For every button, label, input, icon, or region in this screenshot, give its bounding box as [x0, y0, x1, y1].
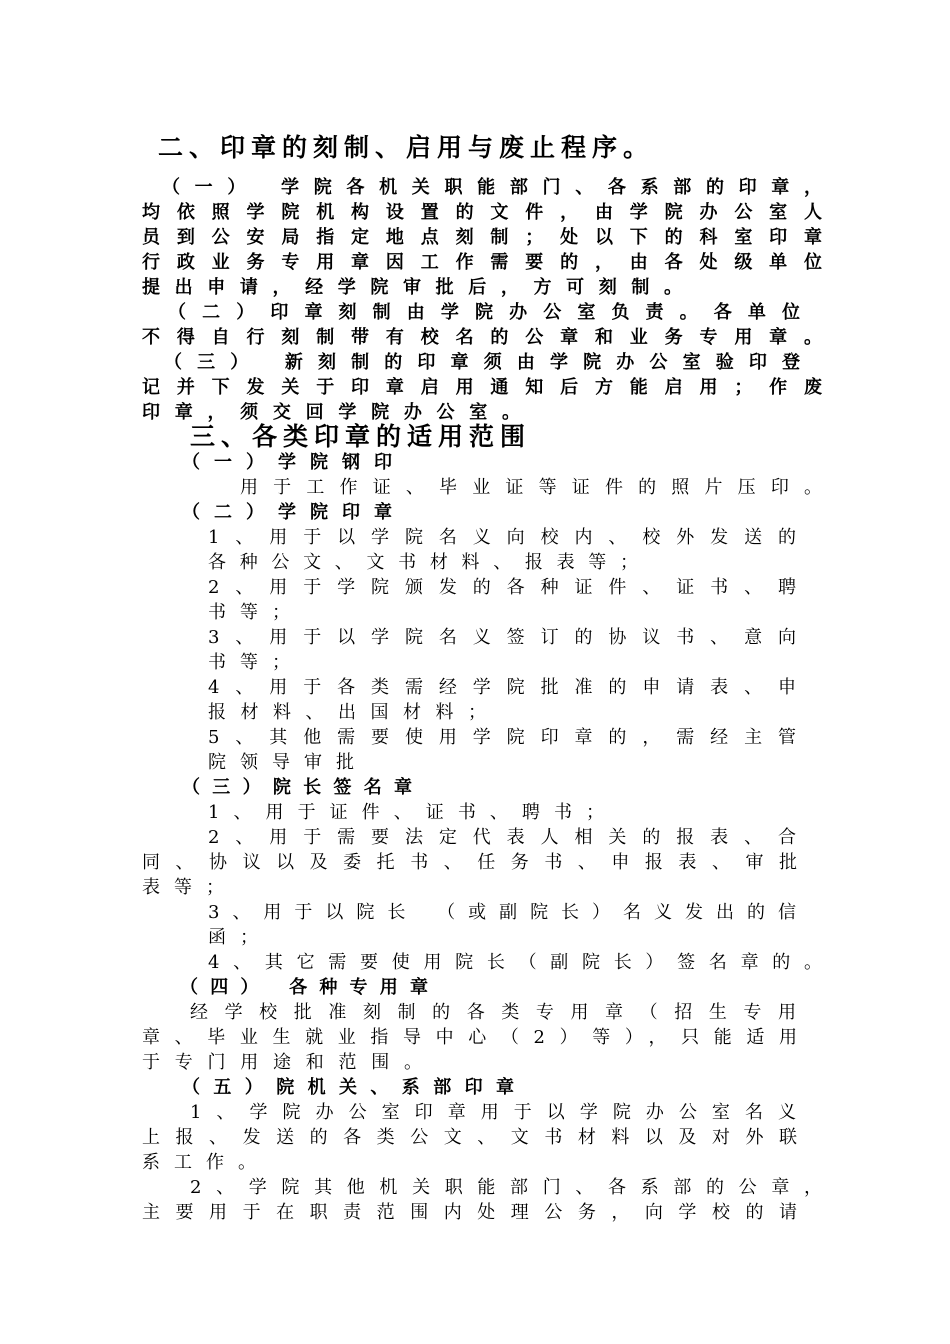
paragraph-line: 1、学院办公室印章用于以学院办公室名义 [190, 1102, 796, 1123]
subsection-title: （一）学院钢印 [182, 452, 392, 473]
paragraph-line: 均依照学院机构设置的文件，由学院办公室人 [142, 202, 822, 223]
paragraph-line: 4、其它需要使用院长（副院长）签名章的。 [208, 952, 822, 973]
paragraph-line: 函； [208, 927, 272, 948]
paragraph-line: 3、用于以院长 （或副院长）名义发出的信 [208, 902, 796, 923]
subsection-title: （四） 各种专用章 [180, 977, 428, 998]
paragraph-line: 5、其他需要使用学院印章的，需经主管 [208, 727, 796, 748]
paragraph-line: 2、用于需要法定代表人相关的报表、合 [208, 827, 796, 848]
paragraph-line: 系工作。 [142, 1152, 270, 1173]
subsection-title: （三）院长签名章 [182, 777, 412, 798]
paragraph-line: 于专门用途和范围。 [142, 1052, 422, 1073]
paragraph-line: 各种公文、文书材料、报表等； [208, 552, 638, 573]
section-heading-2: 二、印章的刻制、启用与废止程序。 [158, 133, 655, 162]
paragraph-line: 3、用于以学院名义签订的协议书、意向 [208, 627, 796, 648]
paragraph-line: 用于工作证、毕业证等证件的照片压印。 [240, 477, 822, 498]
paragraph-line: 报材料、出国材料； [208, 702, 486, 723]
paragraph-line: 上报、发送的各类公文、文书材料以及对外联 [142, 1127, 797, 1148]
paragraph-line: 院领导审批 [208, 752, 368, 773]
paragraph-line: 印章，须交回学院办公室。 [142, 402, 520, 423]
paragraph-line: 2、用于学院颁发的各种证件、证书、聘 [208, 577, 796, 598]
paragraph-line: 书等； [208, 652, 304, 673]
paragraph-line: 1、用于以学院名义向校内、校外发送的 [208, 527, 796, 548]
paragraph-line: 员到公安局指定地点刻制；处以下的科室印章 [142, 227, 822, 248]
paragraph-line: 书等； [208, 602, 304, 623]
paragraph-line: 经学校批准刻制的各类专用章（招生专用 [190, 1002, 796, 1023]
paragraph-line: 行政业务专用章因工作需要的，由各处级单位 [142, 252, 822, 273]
subsection-title: （五）院机关、系部印章 [182, 1077, 514, 1098]
paragraph-line: 章、毕业生就业指导中心（2）等），只能适用 [142, 1027, 797, 1048]
paragraph-line: 提出申请，经学院审批后，方可刻制。 [142, 277, 682, 298]
paragraph-line: 记并下发关于印章启用通知后方能启用；作废 [142, 377, 822, 398]
paragraph-line: （二）印章刻制由学院办公室负责。各单位 [168, 302, 800, 323]
paragraph-line: 主要用于在职责范围内处理公务，向学校的请 [142, 1202, 797, 1223]
paragraph-line: 表等； [142, 877, 238, 898]
paragraph-line: （三） 新刻制的印章须由学院办公室验印登 [164, 352, 800, 373]
section-heading-3: 三、各类印章的适用范围 [190, 422, 532, 451]
paragraph-line: 1、用于证件、证书、聘书； [208, 802, 604, 823]
paragraph-line: （一） 学院各机关职能部门、各系部的印章， [162, 177, 822, 198]
paragraph-line: 同、协议以及委托书、任务书、申报表、审批 [142, 852, 797, 873]
subsection-title: （二）学院印章 [182, 502, 392, 523]
paragraph-line: 4、用于各类需经学院批准的申请表、申 [208, 677, 796, 698]
paragraph-line: 不得自行刻制带有校名的公章和业务专用章。 [142, 327, 822, 348]
paragraph-line: 2、学院其他机关职能部门、各系部的公章， [190, 1177, 822, 1198]
